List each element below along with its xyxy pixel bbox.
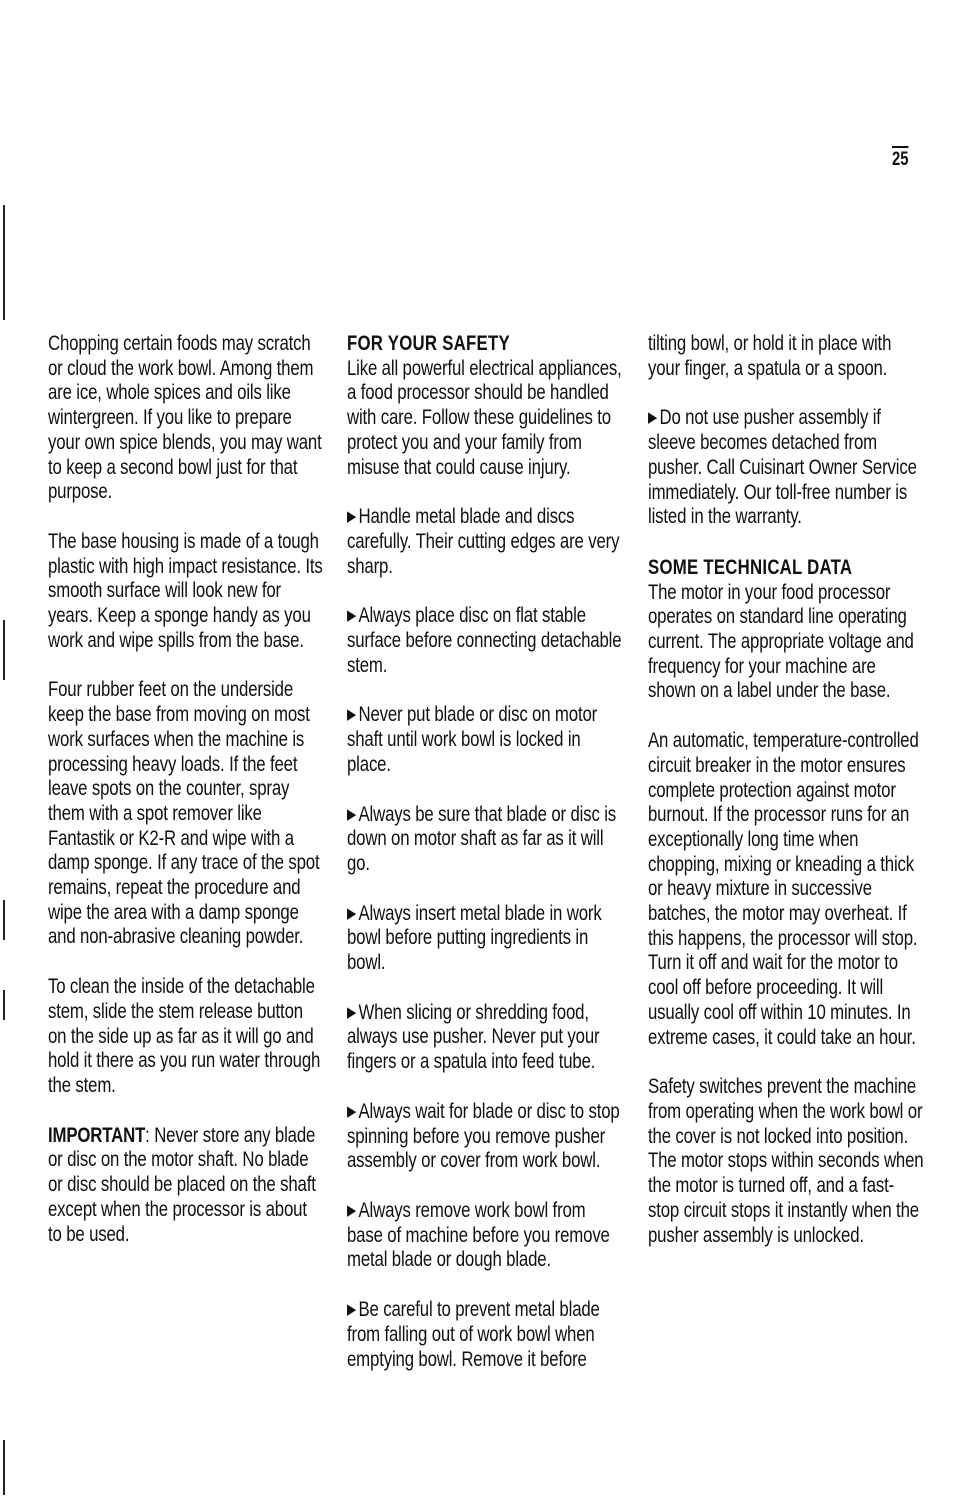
triangle-right-icon: ▶ [347, 1003, 357, 1021]
safety-bullet: ▶ Handle metal blade and discs carefully. Their cutting edges are very sharp. [347, 505, 620, 578]
safety-bullet: ▶ Be careful to prevent metal blade from falling out of work bowl when emptying bowl. Remove it before [347, 1298, 600, 1371]
column-safety [347, 332, 623, 1397]
important-text: : Never store any blade or disc on the motor shaft. No blade or disc should be placed on the shaft except when the processor is about to be used. [48, 1123, 316, 1246]
triangle-right-icon: ▶ [347, 1301, 357, 1319]
page-number: 25 [892, 146, 908, 171]
safety-bullet: ▶ Always be sure that blade or disc is down on motor shaft as far as it will go. [347, 802, 617, 875]
triangle-right-icon: ▶ [347, 1201, 357, 1219]
paragraph-clean-stem: To clean the inside of the detachable stem, slide the stem release button on the side up as far as it will go and hold it there as you run water through the stem. [48, 975, 321, 1097]
safety-bullet-continuation: tilting bowl, or hold it in place with your finger, a spatula or a spoon. [648, 332, 892, 380]
safety-intro-block [347, 332, 623, 480]
technical-block [648, 556, 924, 704]
paragraph-circuit-breaker: An automatic, temperature-controlled circuit breaker in the motor ensures complete protection against motor burnout. If the processor runs for an exceptionally long time when chopping, mixing or kneading a thick or heavy mixture in successive batches, the motor may overheat. If this happens, the processor will stop. Turn it off and wait for the motor to cool off before proceeding. It will usually cool off within 10 minutes. In extreme cases, it could take an hour. [648, 729, 919, 1049]
safety-bullet: ▶ Never put blade or disc on motor shaft until work bowl is locked in place. [347, 703, 598, 776]
column-care [48, 332, 324, 1272]
triangle-right-icon: ▶ [347, 607, 357, 625]
triangle-right-icon: ▶ [347, 1102, 357, 1120]
scan-edge-mark [3, 205, 5, 320]
safety-bullet: ▶ Always remove work bowl from base of machine before you remove metal blade or dough blade. [347, 1198, 610, 1272]
important-label: IMPORTANT [48, 1123, 146, 1147]
paragraph-base-housing: The base housing is made of a tough plastic with high impact resistance. Its smooth surface will look new for years. Keep a sponge handy as you work and wipe spills from the base. [48, 529, 323, 652]
paragraph-important [48, 1124, 324, 1248]
paragraph-work-bowl: Chopping certain foods may scratch or cloud the work bowl. Among them are ice, whole spices and oils like wintergreen. If you like to prepare your own spice blends, you may want to keep a second bowl just for that purpose. [48, 332, 322, 504]
paragraph-safety-switches: Safety switches prevent the machine from operating when the work bowl or the cover is not locked into position. The motor stops within seconds when the motor is turned off, and a fast-stop circuit stops it instantly when the pusher assembly is unlocked. [648, 1075, 924, 1247]
triangle-right-icon: ▶ [347, 904, 357, 922]
triangle-right-icon: ▶ [347, 508, 357, 526]
triangle-right-icon: ▶ [347, 706, 357, 724]
scan-edge-mark [3, 1440, 5, 1495]
heading-some-technical-data: SOME TECHNICAL DATA [648, 555, 853, 579]
safety-bullet: ▶ Always insert metal blade in work bowl before putting ingredients in bowl. [347, 901, 602, 975]
scan-edge-mark [3, 990, 5, 1020]
safety-bullet: ▶ Always place disc on flat stable surface before connecting detachable stem. [347, 604, 622, 677]
safety-bullet: ▶ Do not use pusher assembly if sleeve becomes detached from pusher. Call Cuisinart Owner Service immediately. Our toll-free number is listed in the warranty. [648, 406, 917, 529]
column-technical [648, 332, 924, 1273]
triangle-right-icon: ▶ [648, 409, 658, 427]
safety-bullet: ▶ Always wait for blade or disc to stop spinning before you remove pusher assembly or cover from work bowl. [347, 1099, 620, 1173]
scan-edge-mark [3, 900, 5, 940]
triangle-right-icon: ▶ [347, 805, 357, 823]
scan-edge-mark [3, 620, 5, 680]
safety-intro: Like all powerful electrical appliances, a food processor should be handled with care. Follow these guidelines to protect you and your family from misuse that could cause injury. [347, 356, 622, 479]
paragraph-rubber-feet: Four rubber feet on the underside keep the base from moving on most work surfaces when the machine is processing heavy loads. If the feet leave spots on the counter, spray them with a spot remover like Fantastik or K2-R and wipe with a damp sponge. If any trace of the spot remains, repeat the procedure and wipe the area with a damp sponge and non-abrasive cleaning powder. [48, 678, 320, 949]
heading-for-your-safety: FOR YOUR SAFETY [347, 332, 510, 355]
safety-bullet: ▶ When slicing or shredding food, always use pusher. Never put your fingers or a spatula into feed tube. [347, 1000, 600, 1074]
paragraph-motor-current: The motor in your food processor operates on standard line operating current. The appropriate voltage and frequency for your machine are shown on a label under the base. [648, 580, 914, 703]
